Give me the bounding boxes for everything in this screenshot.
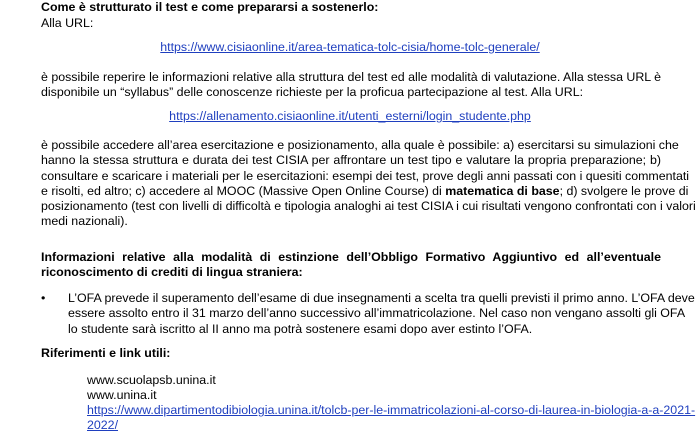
list-item-line: lo studente sarà iscritto al II anno ma potrà sostenere esami dopo aver estinto l’OFA. (68, 322, 533, 336)
dipartimento-biologia-link-cont[interactable]: 2022/ (87, 418, 119, 432)
paragraph-line: medi nazionali). (41, 214, 128, 228)
link-dipartimento-wrap-cont (87, 418, 118, 433)
link-unina[interactable]: www.unina.it (87, 388, 157, 402)
list-item-line: L’OFA prevede il superamento dell’esame di due insegnamenti a scelta tra quelli previsti il primo anno. L’OFA deve (68, 291, 695, 305)
section-heading-test-structure: Come è strutturato il test e come prepararsi a sostenerlo: (41, 0, 379, 14)
url-cisia-tolc-wrap (0, 40, 700, 55)
link-scuolapsb[interactable]: www.scuolapsb.unina.it (87, 373, 216, 387)
dipartimento-biologia-link[interactable]: https://www.dipartimentodibiologia.unina.it/tolcb-per-le-immatricolazioni-al-corso-di-laurea-in-biologia-a-a-2021- (87, 403, 696, 417)
paragraph-line (41, 184, 689, 199)
url-allenamento-wrap (0, 109, 700, 124)
emphasis-text: matematica di base (445, 184, 560, 198)
paragraph-text: e risolti, ed altro; c) accedere al MOOC (Massive Open Online Course) di (41, 184, 446, 198)
list-item-line: essere assolto entro il 31 marzo dell’anno successivo all’immatricolazione. Nel caso non vengano assolti gli OFA (68, 306, 686, 320)
paragraph-line: è possibile accedere all’area esercitazione e posizionamento, alla quale è possibile: a) esercitarsi su simulazioni che (41, 138, 679, 152)
link-dipartimento-wrap (87, 403, 695, 418)
allenamento-cisia-link[interactable]: https://allenamento.cisiaonline.it/utenti_esterni/login_studente.php (169, 109, 531, 123)
paragraph-text: ; d) svolgere le prove di (559, 184, 689, 198)
section-heading-links: Riferimenti e link utili: (41, 346, 171, 360)
url-intro-text: Alla URL: (41, 16, 94, 30)
section-heading-ofa-cont: riconoscimento di crediti di lingua straniera: (41, 265, 303, 279)
cisia-tolc-link[interactable]: https://www.cisiaonline.it/area-tematica-tolc-cisia/home-tolc-generale/ (160, 40, 540, 54)
paragraph-line: posizionamento (test con livelli di difficoltà e tipologia analoghi ai test CISIA i cui risultati vengono confrontati con i valori (41, 199, 696, 213)
paragraph-line: consultare e scaricare i materiali per le esercitazioni: esempi dei test, prove degli anni passati con i quesiti commentati (41, 169, 690, 183)
paragraph-line: disponibile un “syllabus” delle conoscenze richieste per la proficua partecipazione al test. Alla URL: (41, 85, 584, 99)
paragraph-line: hanno la stessa struttura e durata dei test CISIA per affrontare un test tipo e valutare la propria preparazione; b) (41, 153, 661, 167)
section-heading-ofa: Informazioni relative alla modalità di estinzione dell’Obbligo Formativo Aggiuntivo ed all’eventuale (41, 250, 661, 264)
bullet-marker: • (41, 291, 46, 305)
paragraph-line: è possibile reperire le informazioni relative alla struttura del test ed alle modalità di valutazione. Alla stessa URL è (41, 70, 662, 84)
